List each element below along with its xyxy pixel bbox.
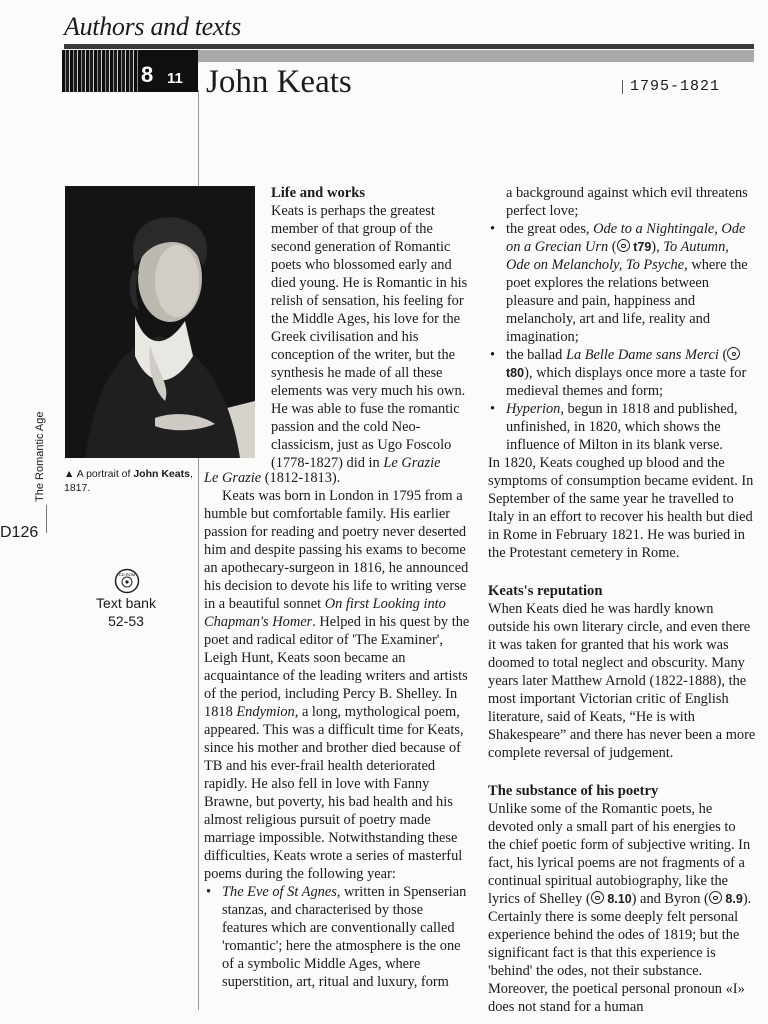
- barcode-decoration: [62, 50, 150, 92]
- textbank-reference[interactable]: [76, 594, 176, 630]
- caption-year: , 1817.: [64, 468, 193, 494]
- death-paragraph: In 1820, Keats coughed up blood and the symptoms of consumption became evident. In September of the same year he travelled to Italy in an effort to recover his health but died in Rome in February 1821. He was buried in the Protestant cemetery in Rome.: [488, 455, 754, 561]
- author-dates: 1795-1821: [630, 78, 721, 95]
- portrait-caption: [64, 467, 194, 495]
- life-intro-block: [271, 184, 469, 472]
- spine-label: The Romantic Age: [34, 411, 46, 502]
- cd-ref-icon[interactable]: [727, 347, 740, 360]
- reputation-paragraph: When Keats died he was hardly known outside his own literary circle, and even there it was taken for granted that his work was doomed to total neglect and obscurity. Many years later Matthew Arnold (1822-1888), the most important Victorian critic of English literature, said of Keats, “He is with Shakespeare” and there has never been a more complete reversal of judgement.: [488, 601, 756, 761]
- page-title: John Keats: [206, 64, 352, 100]
- cd-icon-label: CD-ROM: [118, 572, 136, 577]
- caption-prefix: ▲ A portrait of: [64, 468, 134, 480]
- list-item: • the great odes, Ode to a Nightingale, Ode on a Grecian Urn ( t79), To Autumn, Ode on Melancholy, To Psyche, where the poet explores the relations between pleasure and pain, happiness and melancholy, art and life, reality and imagination;: [490, 221, 748, 345]
- title-band: [198, 50, 754, 62]
- chapter-number: 8: [141, 62, 154, 87]
- dates-divider: [622, 80, 623, 94]
- portrait-image: [65, 186, 255, 458]
- spine-rule: [46, 505, 47, 533]
- chapter-subnumber: 11: [167, 70, 183, 87]
- list-item: • the ballad La Belle Dame sans Merci ( t80), which displays once more a taste for medieval themes and form;: [490, 347, 747, 399]
- textbank-label: Text bank: [96, 595, 156, 611]
- header-rule: [64, 44, 754, 49]
- reputation-heading: Keats's reputation: [488, 583, 603, 599]
- right-column: [488, 184, 756, 1016]
- section-title: Authors and texts: [64, 12, 241, 41]
- caption-name: John Keats: [133, 468, 190, 480]
- life-continued-block: [204, 469, 470, 991]
- substance-paragraph: Unlike some of the Romantic poets, he devoted only a small part of his energies to the chief poetic form of subjective writing. In fact, his lyrical poems are not fragments of a continual spiritual autobiography, like the lyrics of Shelley ( 8.10) and Byron ( 8.9). Certainly there is some deeply felt personal experience behind the odes of 1819; but the significant fact is that this experience is 'behind' the odes, not their substance. Moreover, the poetical personal pronoun «I» does not stand for a human: [488, 801, 752, 1015]
- substance-heading: The substance of his poetry: [488, 783, 659, 799]
- list-item: • Hyperion, begun in 1818 and published, unfinished, in 1820, which shows the influence of Milton in its blank verse.: [490, 401, 738, 453]
- textbank-pages: 52-53: [108, 613, 144, 629]
- life-paragraph-1: Keats is perhaps the greatest member of that group of the second generation of Romantic poets who blossomed early and died young. He is Romantic in his relish of sensation, his feeling for the Middle Ages, his love for the Greek civilisation and his conception of the writer, but the synthesis he made of all these elements was very much his own. He was able to fuse the romantic passion and the cold Neo-classicism, just as Ugo Foscolo (1778-1827) did in Le Grazie: [271, 203, 468, 471]
- cd-ref-icon[interactable]: [617, 239, 630, 252]
- list-item: • The Eve of St Agnes, written in Spenserian stanzas, and characterised by those features which are conventionally called 'romantic'; here the atmosphere is the one of a symbolic Middle Ages, where superstition, art, ritual and luxury, form: [206, 884, 467, 990]
- life-paragraph-2: Keats was born in London in 1795 from a humble but comfortable family. His earlier passion for reading and poetry never deserted him and despite passing his exams to become an apothecary-surgeon in 1816, he announced his decision to devote his life to writing verse in a beautiful sonnet On first Looking into Chapman's Homer. Helped in his quest by the poet and radical editor of 'The Examiner', Leigh Hunt, Keats soon became an acquaintance of the leading writers and artists of the period, including Percy B. Shelley. In 1818 Endymion, a long, mythological poem, appeared. This was a difficult time for Keats, since his mother and brother died because of TB and his ever-frail health deteriorated rapidly. He also fell in love with Fanny Brawne, but poverty, his bad health and his almost religious pursuit of poetry made marriage impossible. Notwithstanding these difficulties, Keats wrote a series of masterful poems during the following year:: [204, 488, 470, 882]
- list-item-continued: a background against which evil threatens perfect love;: [506, 185, 748, 219]
- cd-ref-icon[interactable]: [591, 891, 604, 904]
- page-number: D126: [0, 524, 39, 541]
- life-heading: Life and works: [271, 185, 366, 201]
- life-paragraph-1-tail: Le Grazie (1812-1813).: [204, 470, 341, 486]
- cd-ref-icon[interactable]: [709, 891, 722, 904]
